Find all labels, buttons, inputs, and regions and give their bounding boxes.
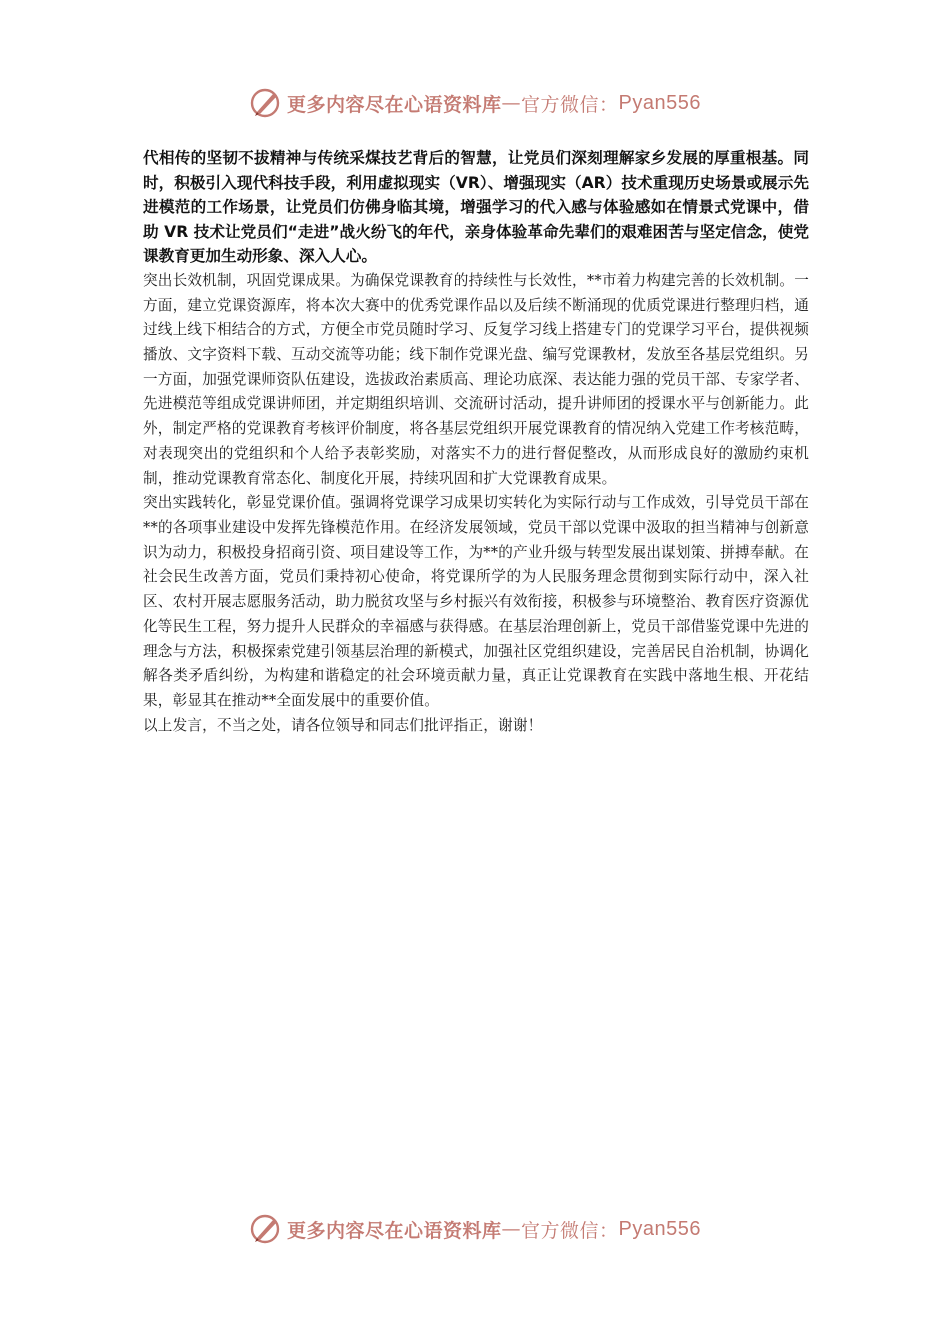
watermark-wechat-id: Pyan556	[618, 1217, 701, 1240]
header-watermark	[0, 86, 950, 120]
paragraph-intro-bold: 代相传的坚韧不拔精神与传统采煤技艺背后的智慧，让党员们深刻理解家乡发展的厚重根基。同时，积极引入现代科技手段，利用虚拟现实（VR）、增强现实（AR）技术重现历史场景或展示先进模范的工作场景，让党员们仿佛身临其境，增强学习的代入感与体验感如在情景式党课中，借助 VR 技术让党员们“走进”战火纷飞的年代，亲身体验革命先辈们的艰难困苦与坚定信念，使党课教育更加生动形象、深入人心。	[143, 149, 809, 266]
watermark-wechat-id: Pyan556	[618, 91, 701, 114]
watermark-label: 官方微信：	[521, 1219, 619, 1242]
pen-logo-icon	[249, 86, 283, 120]
document-body	[143, 146, 809, 738]
paragraph-long-term-mechanism: 突出长效机制，巩固党课成果。为确保党课教育的持续性与长效性，**市着力构建完善的长效机制。一方面，建立党课资源库，将本次大赛中的优秀党课作品以及后续不断涌现的优质党课进行整理归档，通过线上线下相结合的方式，方便全市党员随时学习、反复学习线上搭建专门的党课学习平台，提供视频播放、文字资料下载、互动交流等功能；线下制作党课光盘、编写党课教材，发放至各基层党组织。另一方面，加强党课师资队伍建设，选拔政治素质高、理论功底深、表达能力强的党员干部、专家学者、先进模范等组成党课讲师团，并定期组织培训、交流研讨活动，提升讲师团的授课水平与创新能力。此外，制定严格的党课教育考核评价制度，将各基层党组织开展党课教育的情况纳入党建工作考核范畴，对表现突出的党组织和个人给予表彰奖励，对落实不力的进行督促整改，从而形成良好的激励约束机制，推动党课教育常态化、制度化开展，持续巩固和扩大党课教育成果。	[143, 271, 809, 487]
watermark-label: 官方微信：	[521, 93, 619, 116]
paragraph-practice-transformation: 突出实践转化，彰显党课价值。强调将党课学习成果切实转化为实际行动与工作成效，引导党员干部在**的各项事业建设中发挥先锋模范作用。在经济发展领域，党员干部以党课中汲取的担当精神与创新意识为动力，积极投身招商引资、项目建设等工作，为**的产业升级与转型发展出谋划策、拼搏奉献。在社会民生改善方面，党员们秉持初心使命，将党课所学的为人民服务理念贯彻到实际行动中，深入社区、农村开展志愿服务活动，助力脱贫攻坚与乡村振兴有效衔接，积极参与环境整治、教育医疗资源优化等民生工程，努力提升人民群众的幸福感与获得感。在基层治理创新上，党员干部借鉴党课中先进的理念与方法，积极探索党建引领基层治理的新模式，加强社区党组织建设，完善居民自治机制，协调化解各类矛盾纠纷，为构建和谐稳定的社会环境贡献力量，真正让党课教育在实践中落地生根、开花结果，彰显其在推动**全面发展中的重要价值。	[143, 494, 809, 709]
watermark-brand: 更多内容尽在心语资料库	[287, 1219, 502, 1242]
footer-watermark	[0, 1212, 950, 1246]
pen-logo-icon	[249, 1212, 283, 1246]
paragraph-closing: 以上发言，不当之处，请各位领导和同志们批评指正，谢谢！	[143, 716, 543, 734]
watermark-dash: —	[501, 92, 522, 114]
watermark-dash: —	[501, 1218, 522, 1240]
watermark-brand: 更多内容尽在心语资料库	[287, 93, 502, 116]
